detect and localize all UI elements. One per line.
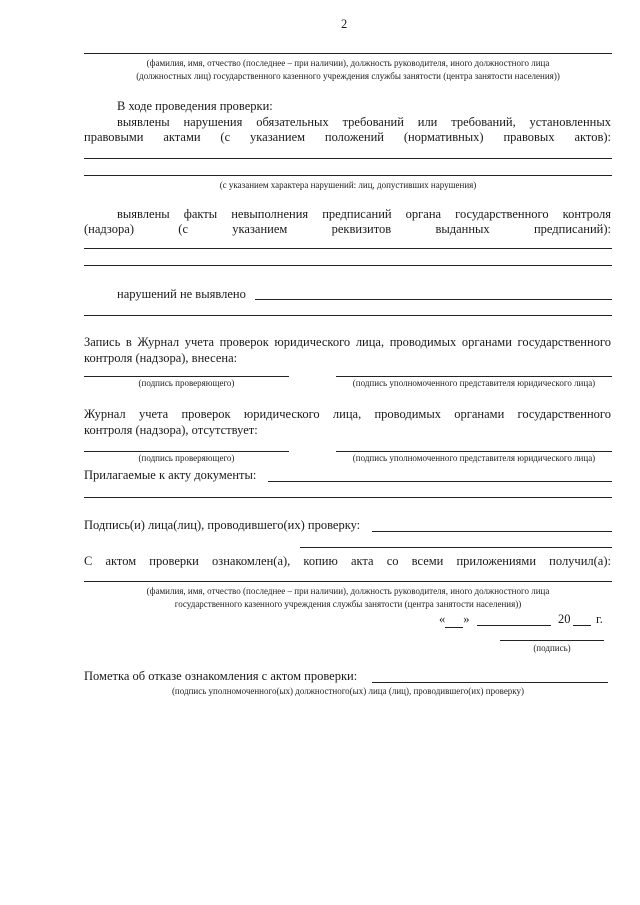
violations-caption: (с указанием характера нарушений: лиц, допустивших нарушения) xyxy=(219,180,477,190)
acquainted-caption-1: (фамилия, имя, отчество (последнее – при наличии), должность руководителя, иного должностного лица xyxy=(146,586,550,596)
acquainted-text: С актом проверки ознакомлен(а), копию акта со всеми приложениями получил(а): xyxy=(84,554,611,568)
refusal-label: Пометка об отказе ознакомления с актом проверки: xyxy=(84,669,358,683)
signatures-label: Подпись(и) лица(лиц), проводившего(их) проверку: xyxy=(84,518,361,532)
date-close-quote: » xyxy=(463,612,470,626)
inspector-signature-line-2[interactable] xyxy=(84,451,289,452)
no-violations-line[interactable] xyxy=(255,299,612,300)
date-year-prefix: 20 xyxy=(558,612,571,626)
journal-entry-text-1: Запись в Журнал учета проверок юридического лица, проводимых органами государственного xyxy=(84,335,611,349)
violations-text-2: правовыми актами (с указанием положений (нормативных) правовых актов): xyxy=(84,130,611,144)
journal-absent-text-2: контроля (надзора), отсутствует: xyxy=(84,423,258,437)
inspector-signature-line[interactable] xyxy=(84,376,289,377)
journal-absent-text-1: Журнал учета проверок юридического лица, проводимых органами государственного xyxy=(84,407,611,421)
attachments-line-1[interactable] xyxy=(268,481,612,482)
official-name-caption-1: (фамилия, имя, отчество (последнее – при наличии), должность руководителя, иного должностного лица xyxy=(146,58,550,68)
refusal-caption: (подпись уполномоченного(ых) должностного(ых) лица (лиц), проводившего(их) проверку) xyxy=(171,686,525,696)
violations-line-1[interactable] xyxy=(84,158,612,159)
inspector-signature-caption: (подпись проверяющего) xyxy=(138,378,235,388)
prescriptions-text-2: (надзора) (с указанием реквизитов выданных предписаний): xyxy=(84,222,611,236)
date-open-quote: « xyxy=(439,612,446,626)
prescriptions-line-2[interactable] xyxy=(84,265,612,266)
date-day-line[interactable] xyxy=(445,611,463,628)
inspection-heading: В ходе проведения проверки: xyxy=(117,99,273,113)
official-name-caption-2: (должностных лиц) государственного казенного учреждения службы занятости (центра занятости населения)) xyxy=(136,71,560,81)
journal-entry-text-2: контроля (надзора), внесена: xyxy=(84,351,238,365)
prescriptions-text-1: выявлены факты невыполнения предписаний органа государственного контроля xyxy=(117,207,611,221)
representative-signature-line-2[interactable] xyxy=(336,451,612,452)
acquainted-name-line[interactable] xyxy=(84,581,612,582)
refusal-line[interactable] xyxy=(372,682,608,683)
violations-line-2[interactable] xyxy=(84,175,612,176)
no-violations-label: нарушений не выявлено xyxy=(117,287,246,301)
representative-signature-caption-2: (подпись уполномоченного представителя юридического лица) xyxy=(352,453,596,463)
violations-text-1: выявлены нарушения обязательных требований или требований, установленных xyxy=(117,115,611,129)
date-year-line[interactable] xyxy=(573,625,591,626)
official-name-line[interactable] xyxy=(84,53,612,54)
signatures-line-2[interactable] xyxy=(300,547,612,548)
page-number: 2 xyxy=(341,17,348,31)
no-violations-line-2[interactable] xyxy=(84,315,612,316)
inspector-signature-caption-2: (подпись проверяющего) xyxy=(138,453,235,463)
date-month-line[interactable] xyxy=(477,625,551,626)
date-year-suffix: г. xyxy=(596,612,603,626)
acquainted-signature-caption: (подпись) xyxy=(533,643,571,653)
signatures-line-1[interactable] xyxy=(372,531,612,532)
acquainted-caption-2: государственного казенного учреждения службы занятости (центра занятости населения)) xyxy=(174,599,522,609)
date-field xyxy=(439,611,470,628)
representative-signature-caption: (подпись уполномоченного представителя юридического лица) xyxy=(352,378,596,388)
attachments-line-2[interactable] xyxy=(84,497,612,498)
acquainted-signature-line[interactable] xyxy=(500,640,604,641)
representative-signature-line[interactable] xyxy=(336,376,612,377)
prescriptions-line-1[interactable] xyxy=(84,248,612,249)
attachments-label: Прилагаемые к акту документы: xyxy=(84,468,257,482)
